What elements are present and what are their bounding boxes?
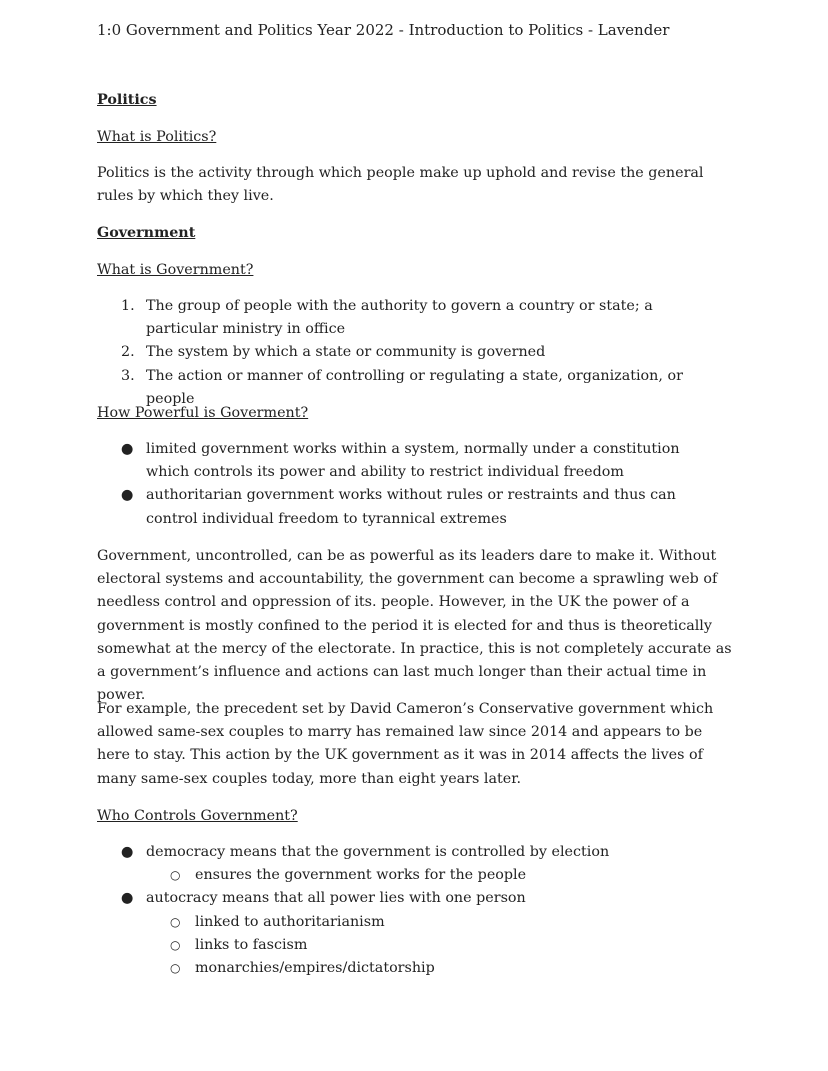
list-item-text: The group of people with the authority to govern a country or state; a particular ministry in office [146,298,653,338]
paragraph-example: For example, the precedent set by David Cameron’s Conservative government which allowed same-sex couples to marry has remained law since 2014 and appears to be here to stay. This action by the UK government as it was in 2014 affects the lives of many same-sex couples today, more than eight years later. [97,701,714,787]
bullet-icon: ● [121,844,134,860]
list-item [97,295,697,341]
list-number: 2. [121,344,135,361]
circle-bullet-icon: ○ [170,961,181,976]
list-number: 3. [121,367,135,384]
subheading-how-powerful: How Powerful is Goverment? [97,405,309,421]
heading-government: Government [97,225,196,241]
list-item-text: monarchies/empires/dictatorship [195,960,435,977]
heading-politics: Politics [97,92,157,108]
control-list [97,841,717,980]
list-item-text: The action or manner of controlling or regulating a state, organization, or people [146,367,683,407]
list-item [97,438,697,484]
subheading-who-controls: Who Controls Government? [97,808,298,824]
list-item-text: authoritarian government works without rules or restraints and thus can control individual freedom to tyrannical extremes [146,487,676,527]
sub-list-item [97,911,717,934]
bullet-icon: ● [121,890,134,907]
bullet-icon: ● [121,487,134,504]
list-item-text: autocracy means that all power lies with one person [146,890,526,907]
sub-list-item [97,864,717,887]
list-item [97,484,697,530]
list-item-text: ensures the government works for the people [195,867,527,884]
sub-list-item [97,934,717,957]
list-item-text: linked to authoritarianism [195,913,385,930]
government-definitions-list [97,295,697,411]
power-types-list [97,438,697,531]
list-item-text: limited government works within a system, normally under a constitution which controls its power and ability to restrict individual freedom [146,441,680,481]
circle-bullet-icon: ○ [170,914,181,929]
circle-bullet-icon: ○ [170,868,181,883]
list-item-text: links to fascism [195,936,308,953]
document-header: 1:0 Government and Politics Year 2022 - Introduction to Politics - Lavender [97,21,670,39]
list-item-text: The system by which a state or community is governed [146,344,546,361]
list-number: 1. [121,298,135,314]
politics-definition: Politics is the activity through which people make up uphold and revise the general rules by which they live. [97,165,704,205]
circle-bullet-icon: ○ [170,937,181,952]
sub-list-item [97,957,717,980]
list-item-autocracy [97,887,717,910]
subheading-what-is-politics: What is Politics? [97,129,217,145]
list-item [97,341,697,364]
paragraph-government-power: Government, uncontrolled, can be as powerful as its leaders dare to make it. Without electoral systems and accountability, the government can become a sprawling web of needless control and oppression of its. people. However, in the UK the power of a government is mostly confined to the period it is elected for and thus is theoretically somewhat at the mercy of the electorate. In practice, this is not completely accurate as a government’s influence and actions can last much longer than their actual time in power. [97,548,732,704]
subheading-what-is-government: What is Government? [97,262,254,278]
bullet-icon: ● [121,441,134,457]
list-item-democracy [97,841,717,864]
list-item-text: democracy means that the government is controlled by election [146,844,610,860]
